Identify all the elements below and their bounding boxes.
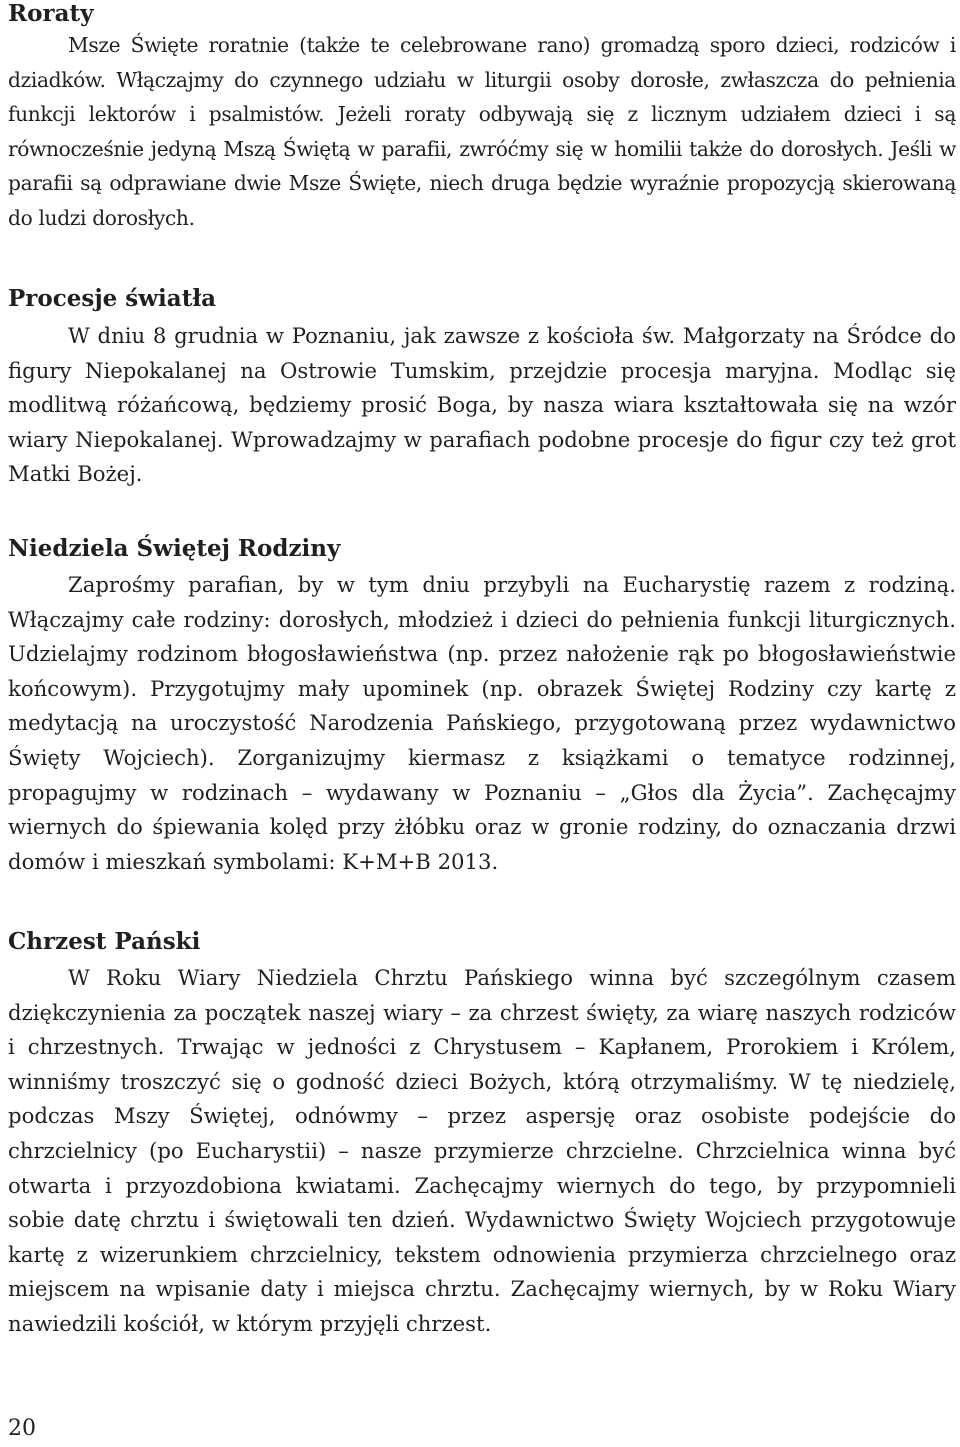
- section-paragraph: Msze Święte roratnie (także te celebrowane rano) gromadzą sporo dzieci, rodziców i dziadków. Włączajmy do czynnego udziału w liturgii osoby dorosłe, zwłaszcza do pełnienia funkcji lektorów i psalmistów. Jeżeli roraty odbywają się z licznym udziałem dzieci i są równocześnie jedyną Mszą Świętą w parafii, zwróćmy się w homilii także do dorosłych. Jeśli w parafii są odprawiane dwie Msze Święte, niech druga będzie wyraźnie propozycją skierowaną do ludzi dorosłych.: [8, 33, 956, 230]
- section-heading: Roraty: [8, 0, 94, 27]
- section-procesje-swiatla: [8, 283, 956, 492]
- section-niedziela-swietej-rodziny: [8, 533, 956, 879]
- section-heading: Niedziela Świętej Rodziny: [8, 535, 341, 562]
- page-number: 20: [8, 1416, 36, 1441]
- section-heading: Procesje światła: [8, 285, 217, 312]
- section-paragraph: Zaprośmy parafian, by w tym dniu przybyli na Eucharystię razem z rodziną. Włączajmy całe rodziny: dorosłych, młodzież i dzieci do pełnienia funkcji liturgicznych. Udzielajmy rodzinom błogosławieństwa (np. przez nałożenie rąk po błogosławieństwie końcowym). Przygotujmy mały upominek (np. obrazek Świętej Rodziny czy kartę z medytacją na uroczystość Narodzenia Pańskiego, przygotowaną przez wydawnictwo Święty Wojciech). Zorganizujmy kiermasz z książkami o tematyce rodzinnej, propagujmy w rodzinach – wydawany w Poznaniu – „Głos dla Życia”. Zachęcajmy wiernych do śpiewania kolęd przy żłóbku oraz w gronie rodziny, do oznaczania drzwi domów i mieszkań symbolami: K+M+B 2013.: [8, 572, 956, 874]
- section-roraty: [8, 0, 956, 236]
- section-chrzest-panski: [8, 926, 956, 1342]
- section-heading: Chrzest Pański: [8, 928, 201, 955]
- section-paragraph: W Roku Wiary Niedziela Chrztu Pańskiego winna być szczególnym czasem dziękczynienia za początek naszej wiary – za chrzest święty, za wiarę naszych rodziców i chrzestnych. Trwając w jedności z Chrystusem – Kapłanem, Prorokiem i Królem, winniśmy troszczyć się o godność dzieci Bożych, którą otrzymaliśmy. W tę niedzielę, podczas Mszy Świętej, odnówmy – przez aspersję oraz osobiste podejście do chrzcielnicy (po Eucharystii) – nasze przymierze chrzcielne. Chrzcielnica winna być otwarta i przyozdobiona kwiatami. Zachęcajmy wiernych do tego, by przypomnieli sobie datę chrztu i świętowali ten dzień. Wydawnictwo Święty Wojciech przygotowuje kartę z wizerunkiem chrzcielnicy, tekstem odnowienia przymierza chrzcielnego oraz miejscem na wpisanie daty i miejsca chrztu. Zachęcajmy wiernych, by w Roku Wiary nawiedzili kościół, w którym przyjęli chrzest.: [8, 965, 956, 1336]
- section-paragraph: W dniu 8 grudnia w Poznaniu, jak zawsze z kościoła św. Małgorzaty na Śródce do figury Niepokalanej na Ostrowie Tumskim, przejdzie procesja maryjna. Modląc się modlitwą różańcową, będziemy prosić Boga, by nasza wiara kształtowała się na wzór wiary Niepokalanej. Wprowadzajmy w parafiach podobne procesje do figur czy też grot Matki Bożej.: [8, 323, 956, 487]
